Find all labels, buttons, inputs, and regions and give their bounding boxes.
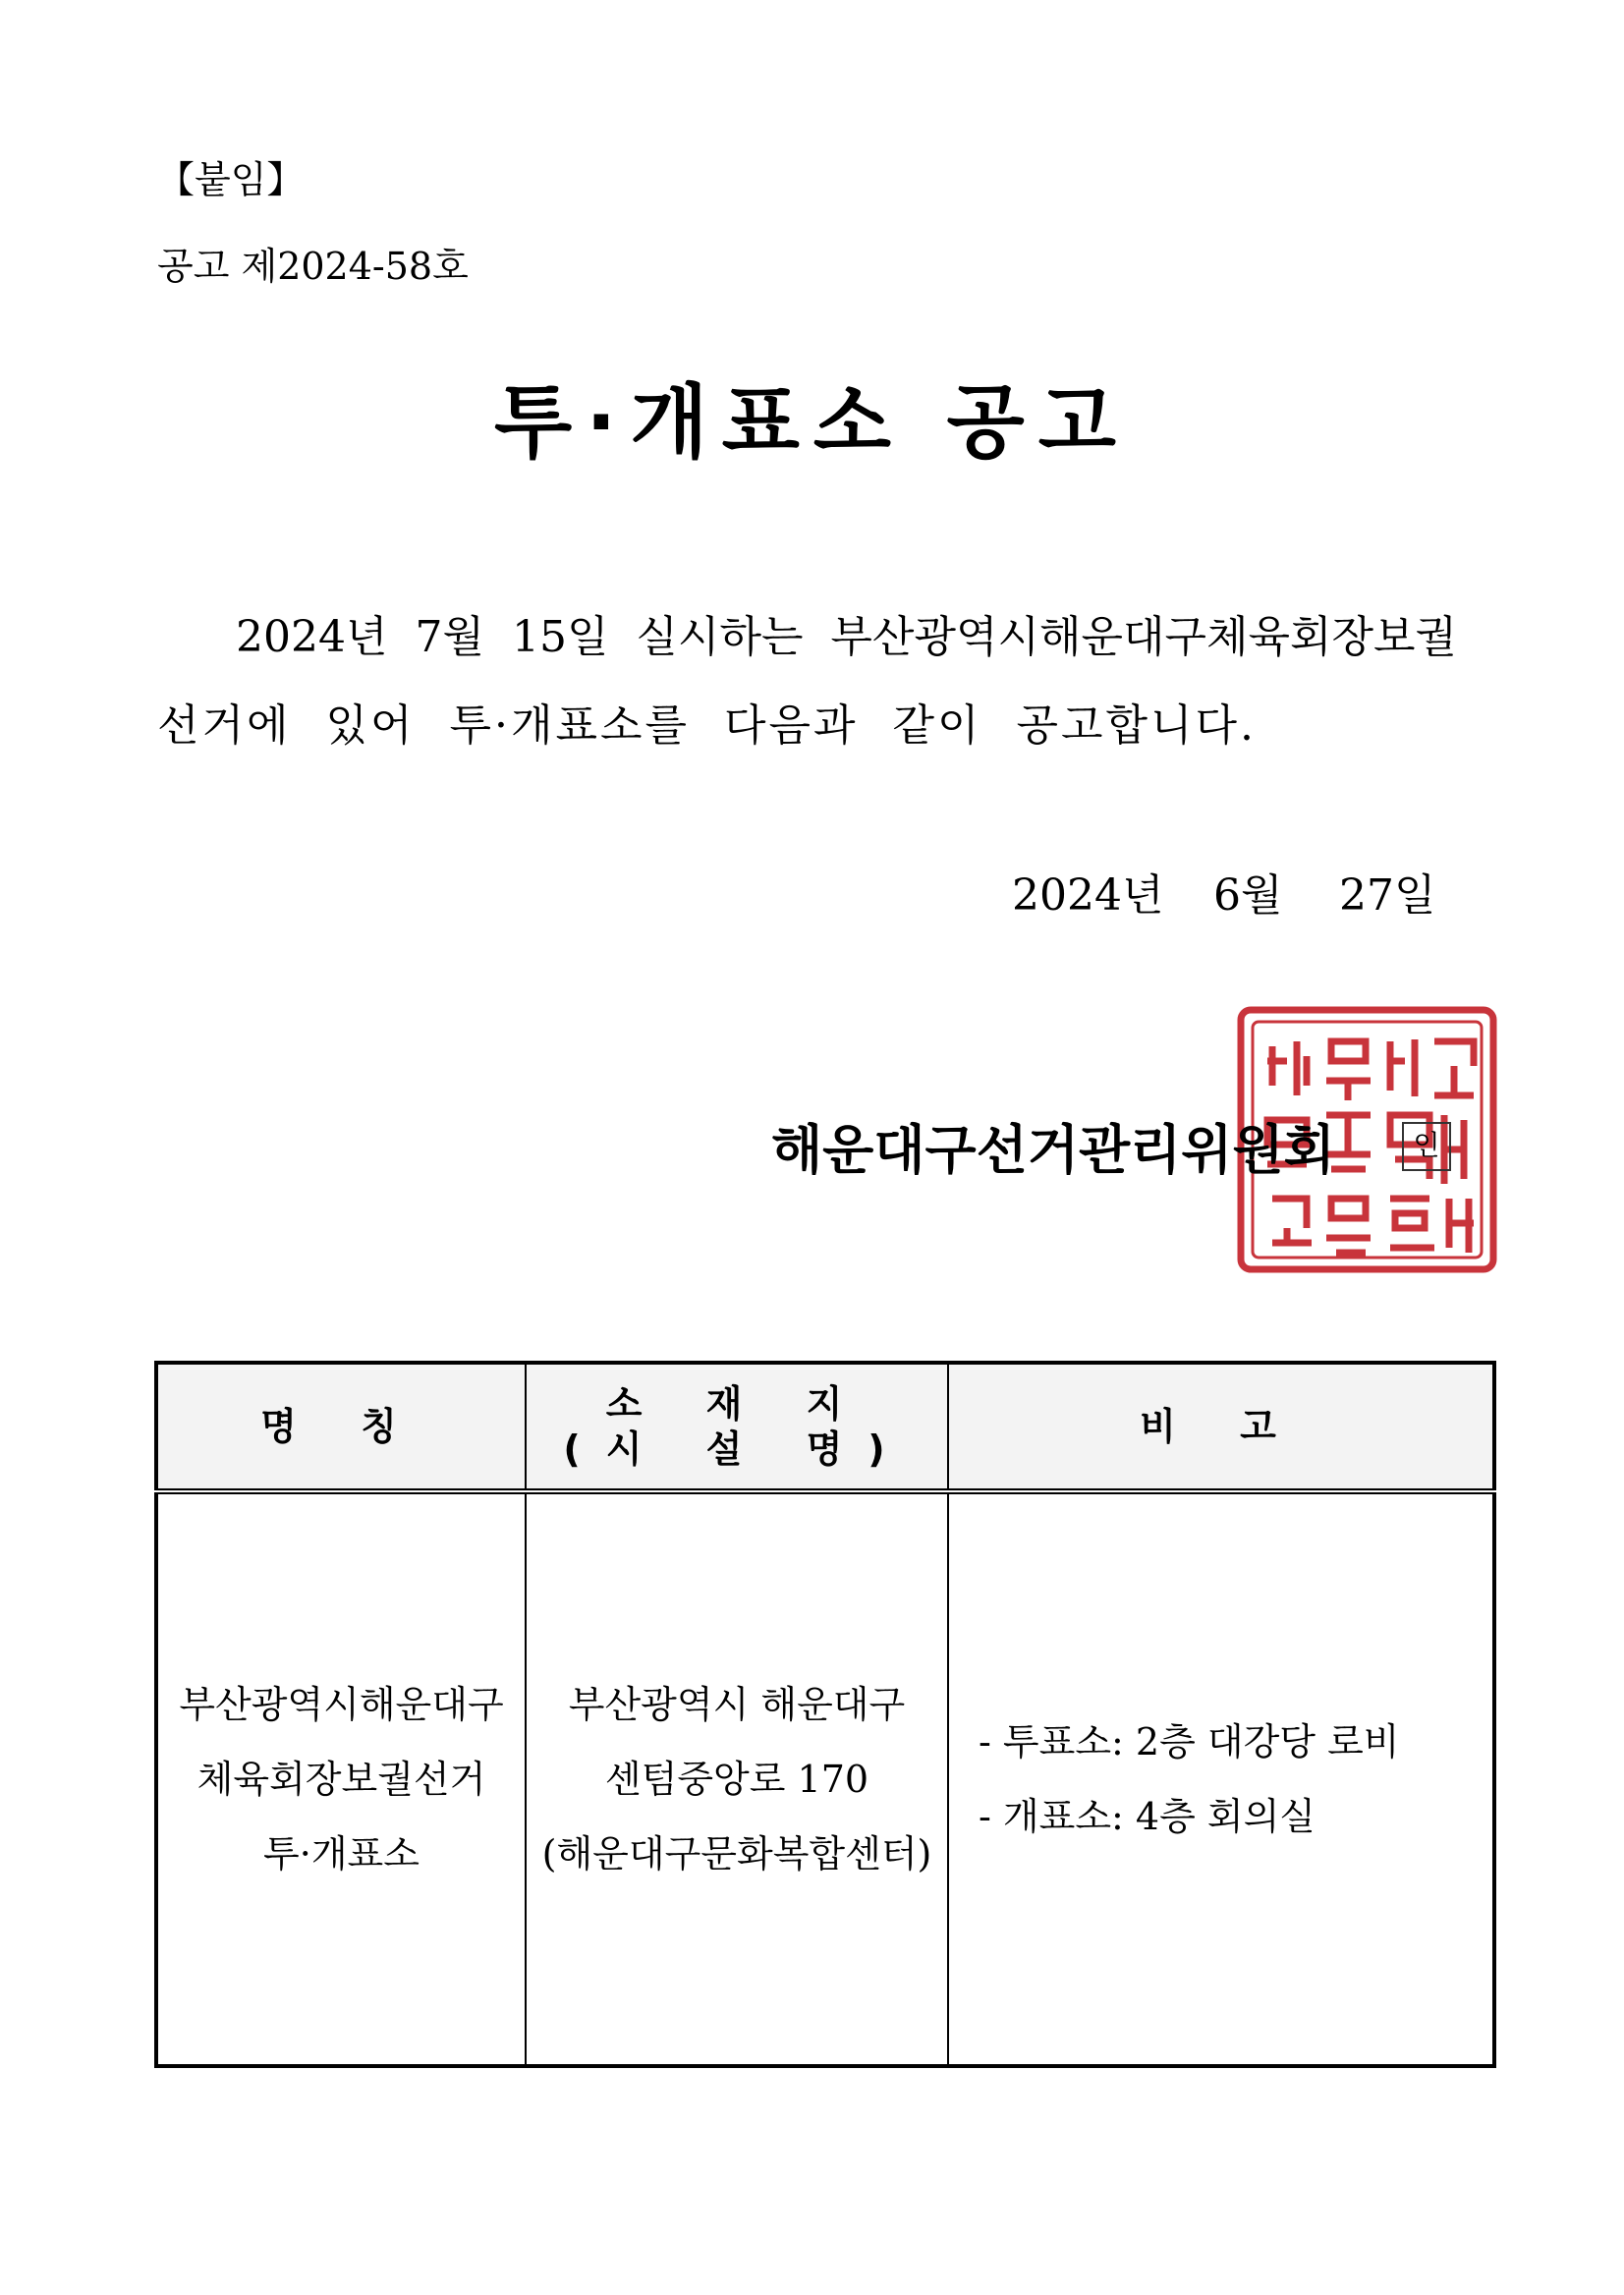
committee-name: 해운대구선거관리위원회 — [771, 1119, 1335, 1181]
body-line-2: 선거에 있어 투·개표소를 다음과 같이 공고합니다. — [157, 700, 1257, 751]
table-header-row — [156, 1363, 1494, 1491]
header-remarks: 비 고 — [948, 1363, 1494, 1491]
date-year: 2024년 — [1012, 870, 1164, 921]
seal-mark: 인 — [1402, 1122, 1451, 1171]
notice-number: 공고 제2024-58호 — [157, 245, 469, 288]
attachment-label: 【붙임】 — [157, 158, 305, 201]
cell-location: 부산광역시 해운대구 센텀중앙로 170 (해운대구문화복합센터) — [526, 1491, 948, 2066]
header-name: 명 칭 — [156, 1363, 526, 1491]
polling-table — [154, 1361, 1496, 2068]
cell-name: 부산광역시해운대구 체육회장보궐선거 투·개표소 — [156, 1491, 526, 2066]
cell-remarks: - 투표소: 2층 대강당 로비 - 개표소: 4층 회의실 — [948, 1491, 1494, 2066]
header-location: 소 재 지 (시 설 명) — [526, 1363, 948, 1491]
document-title: 투·개표소 공고 — [494, 376, 1130, 470]
date-day: 27일 — [1339, 870, 1436, 921]
table-row — [156, 1491, 1494, 2066]
date-month: 6월 — [1213, 870, 1283, 921]
body-line-1: 2024년 7월 15일 실시하는 부산광역시해운대구체육회장보궐 — [236, 612, 1457, 662]
